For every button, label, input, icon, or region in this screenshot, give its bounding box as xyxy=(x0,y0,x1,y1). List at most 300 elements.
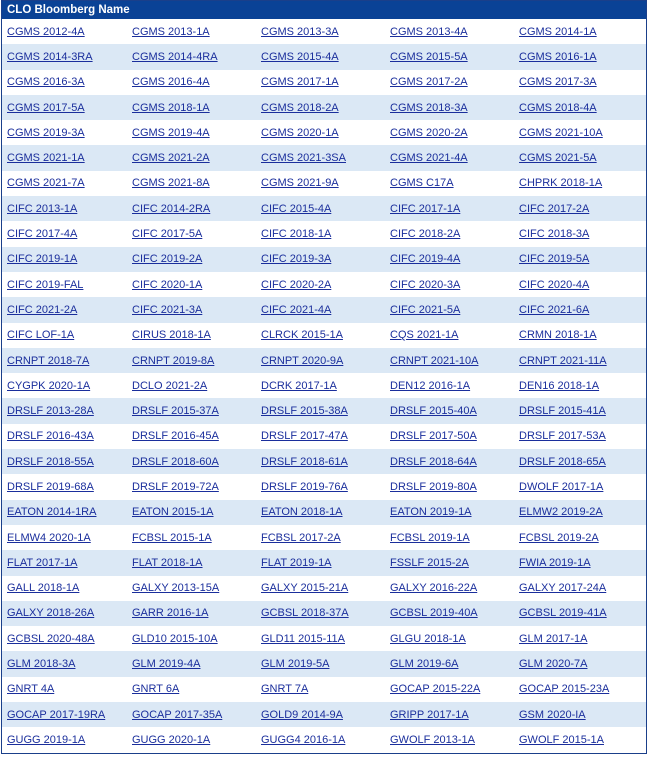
clo-name-table xyxy=(2,19,646,753)
clo-name-table-panel xyxy=(1,0,647,754)
clo-name-link[interactable]: CIFC 2017-5A xyxy=(132,228,203,241)
table-row xyxy=(2,424,646,449)
table-row xyxy=(2,297,646,322)
clo-name-link[interactable]: CGMS 2021-7A xyxy=(7,177,85,190)
table-cell xyxy=(256,171,385,196)
table-cell xyxy=(514,474,646,499)
clo-name-link[interactable]: GLM 2018-3A xyxy=(7,658,76,671)
table-cell xyxy=(256,221,385,246)
clo-name-link[interactable]: GCBSL 2018-37A xyxy=(261,607,349,620)
clo-name-link[interactable]: CIFC 2020-2A xyxy=(261,278,332,291)
clo-name-link[interactable]: CRNPT 2021-10A xyxy=(390,354,479,367)
clo-name-link[interactable]: CGMS 2018-2A xyxy=(261,101,339,114)
table-cell xyxy=(514,120,646,145)
table-row xyxy=(2,348,646,373)
table-cell xyxy=(385,373,514,398)
clo-name-link[interactable]: CGMS 2020-1A xyxy=(261,126,339,139)
table-cell xyxy=(256,297,385,322)
clo-name-link[interactable]: CRNPT 2019-8A xyxy=(132,354,215,367)
table-cell xyxy=(2,196,127,221)
clo-name-link[interactable]: CGMS 2021-10A xyxy=(519,126,603,139)
clo-name-link[interactable]: CIFC 2018-3A xyxy=(519,228,590,241)
clo-name-link[interactable]: DRSLF 2019-80A xyxy=(390,480,477,493)
table-cell xyxy=(127,525,256,550)
clo-name-link[interactable]: CRNPT 2021-11A xyxy=(519,354,607,367)
clo-name-link[interactable]: GWOLF 2015-1A xyxy=(519,733,604,746)
clo-name-link[interactable]: DEN16 2018-1A xyxy=(519,379,600,392)
table-cell xyxy=(385,145,514,170)
clo-name-link[interactable]: EATON 2014-1RA xyxy=(7,506,97,519)
table-cell xyxy=(385,398,514,423)
clo-name-link[interactable]: CIFC 2018-1A xyxy=(261,228,332,241)
clo-name-link[interactable]: DRSLF 2018-65A xyxy=(519,455,606,468)
table-cell xyxy=(2,297,127,322)
table-row xyxy=(2,247,646,272)
clo-name-link[interactable]: DRSLF 2019-68A xyxy=(7,480,94,493)
table-cell xyxy=(127,44,256,69)
table-cell xyxy=(514,398,646,423)
table-row xyxy=(2,44,646,69)
table-cell xyxy=(2,171,127,196)
table-row xyxy=(2,474,646,499)
clo-name-link[interactable]: FLAT 2018-1A xyxy=(132,556,203,569)
clo-name-link[interactable]: DWOLF 2017-1A xyxy=(519,480,604,493)
table-row xyxy=(2,120,646,145)
clo-name-link[interactable]: CIFC 2019-5A xyxy=(519,253,590,266)
clo-name-link[interactable]: CGMS 2019-3A xyxy=(7,126,85,139)
clo-name-link[interactable]: FWIA 2019-1A xyxy=(519,556,591,569)
table-row xyxy=(2,576,646,601)
table-cell xyxy=(385,348,514,373)
clo-name-link[interactable]: DRSLF 2018-55A xyxy=(7,455,94,468)
clo-name-link[interactable]: DRSLF 2015-37A xyxy=(132,405,219,418)
clo-name-link[interactable]: CIFC 2020-3A xyxy=(390,278,461,291)
clo-name-link[interactable]: CIFC 2019-4A xyxy=(390,253,461,266)
table-cell xyxy=(2,44,127,69)
table-row xyxy=(2,398,646,423)
clo-name-link[interactable]: GALXY 2018-26A xyxy=(7,607,95,620)
clo-name-link[interactable]: CIFC 2019-2A xyxy=(132,253,203,266)
clo-name-link[interactable]: CGMS 2017-2A xyxy=(390,76,468,89)
clo-name-link[interactable]: CGMS 2012-4A xyxy=(7,25,85,38)
clo-name-link[interactable]: CGMS 2019-4A xyxy=(132,126,210,139)
clo-name-link[interactable]: GALXY 2016-22A xyxy=(390,582,478,595)
table-cell xyxy=(514,44,646,69)
clo-name-link[interactable]: CIFC 2015-4A xyxy=(261,202,332,215)
clo-name-link[interactable]: GOLD9 2014-9A xyxy=(261,708,343,721)
clo-name-link[interactable]: CIFC LOF-1A xyxy=(7,329,75,342)
clo-name-link[interactable]: GALXY 2015-21A xyxy=(261,582,349,595)
clo-name-link[interactable]: GSM 2020-IA xyxy=(519,708,586,721)
clo-name-link[interactable]: FSSLF 2015-2A xyxy=(390,556,469,569)
table-cell xyxy=(385,171,514,196)
clo-name-link[interactable]: CGMS 2021-5A xyxy=(519,152,597,165)
table-cell xyxy=(256,120,385,145)
table-cell xyxy=(2,398,127,423)
table-cell xyxy=(256,576,385,601)
clo-name-link[interactable]: EATON 2019-1A xyxy=(390,506,472,519)
clo-name-link[interactable]: CYGPK 2020-1A xyxy=(7,379,91,392)
clo-name-link[interactable]: GOCAP 2015-23A xyxy=(519,683,610,696)
table-cell xyxy=(127,373,256,398)
clo-name-link[interactable]: GNRT 4A xyxy=(7,683,55,696)
table-row xyxy=(2,373,646,398)
table-cell xyxy=(385,474,514,499)
table-cell xyxy=(2,120,127,145)
table-cell xyxy=(127,247,256,272)
table-cell xyxy=(2,702,127,727)
clo-name-link[interactable]: CIFC 2017-4A xyxy=(7,228,78,241)
clo-name-link[interactable]: CQS 2021-1A xyxy=(390,329,459,342)
table-cell xyxy=(127,449,256,474)
table-cell xyxy=(514,576,646,601)
table-cell xyxy=(2,651,127,676)
clo-name-link[interactable]: DCRK 2017-1A xyxy=(261,379,337,392)
table-cell xyxy=(514,323,646,348)
table-cell xyxy=(127,500,256,525)
clo-name-link[interactable]: GCBSL 2019-40A xyxy=(390,607,478,620)
table-cell xyxy=(256,19,385,44)
table-row xyxy=(2,171,646,196)
clo-name-link[interactable]: ELMW2 2019-2A xyxy=(519,506,603,519)
clo-name-link[interactable]: DRSLF 2019-72A xyxy=(132,480,219,493)
clo-name-link[interactable]: GUGG 2020-1A xyxy=(132,733,211,746)
clo-name-link[interactable]: CGMS 2016-1A xyxy=(519,50,597,63)
table-cell xyxy=(514,196,646,221)
clo-name-link[interactable]: GALXY 2017-24A xyxy=(519,582,607,595)
table-cell xyxy=(127,474,256,499)
table-row xyxy=(2,651,646,676)
clo-name-link[interactable]: CGMS 2017-3A xyxy=(519,76,597,89)
clo-name-link[interactable]: GUGG 2019-1A xyxy=(7,733,86,746)
clo-name-link[interactable]: CIFC 2020-4A xyxy=(519,278,590,291)
clo-name-link[interactable]: GNRT 7A xyxy=(261,683,309,696)
table-cell xyxy=(256,272,385,297)
table-row xyxy=(2,323,646,348)
table-cell xyxy=(127,95,256,120)
clo-name-link[interactable]: GLM 2019-5A xyxy=(261,658,330,671)
clo-name-link[interactable]: EATON 2018-1A xyxy=(261,506,343,519)
clo-name-link[interactable]: GUGG4 2016-1A xyxy=(261,733,346,746)
clo-name-link[interactable]: CGMS 2020-2A xyxy=(390,126,468,139)
table-cell xyxy=(385,424,514,449)
clo-name-link[interactable]: CIFC 2020-1A xyxy=(132,278,203,291)
table-cell xyxy=(256,651,385,676)
clo-name-link[interactable]: CIFC 2021-5A xyxy=(390,303,461,316)
clo-name-link[interactable]: DRSLF 2017-50A xyxy=(390,430,477,443)
table-cell xyxy=(256,474,385,499)
table-row xyxy=(2,70,646,95)
clo-name-link[interactable]: ELMW4 2020-1A xyxy=(7,531,91,544)
table-cell xyxy=(2,19,127,44)
clo-name-link[interactable]: CIFC 2019-FAL xyxy=(7,278,84,291)
table-cell xyxy=(385,601,514,626)
clo-name-link[interactable]: GLD10 2015-10A xyxy=(132,632,218,645)
clo-name-link[interactable]: CGMS C17A xyxy=(390,177,454,190)
table-cell xyxy=(514,171,646,196)
clo-name-link[interactable]: DRSLF 2017-47A xyxy=(261,430,348,443)
table-cell xyxy=(2,247,127,272)
clo-name-link[interactable]: CIFC 2018-2A xyxy=(390,228,461,241)
clo-name-link[interactable]: CRMN 2018-1A xyxy=(519,329,597,342)
clo-name-link[interactable]: CGMS 2015-5A xyxy=(390,50,468,63)
clo-name-link[interactable]: CGMS 2021-3SA xyxy=(261,152,346,165)
clo-name-link[interactable]: DRSLF 2019-76A xyxy=(261,480,348,493)
clo-name-link[interactable]: CGMS 2016-3A xyxy=(7,76,85,89)
table-row xyxy=(2,272,646,297)
table-cell xyxy=(385,626,514,651)
clo-name-link[interactable]: CIFC 2021-3A xyxy=(132,303,203,316)
table-cell xyxy=(256,323,385,348)
table-cell xyxy=(256,550,385,575)
clo-name-link[interactable]: DRSLF 2017-53A xyxy=(519,430,606,443)
table-cell xyxy=(514,145,646,170)
clo-name-link[interactable]: DRSLF 2016-45A xyxy=(132,430,219,443)
clo-name-link[interactable]: GLM 2020-7A xyxy=(519,658,588,671)
table-cell xyxy=(514,651,646,676)
clo-name-link[interactable]: FCBSL 2019-1A xyxy=(390,531,470,544)
clo-name-link[interactable]: CGMS 2017-5A xyxy=(7,101,85,114)
table-cell xyxy=(2,525,127,550)
table-cell xyxy=(385,70,514,95)
table-cell xyxy=(514,424,646,449)
clo-name-link[interactable]: CIFC 2014-2RA xyxy=(132,202,211,215)
table-cell xyxy=(514,449,646,474)
clo-name-link[interactable]: CGMS 2015-4A xyxy=(261,50,339,63)
clo-name-link[interactable]: DEN12 2016-1A xyxy=(390,379,471,392)
clo-name-link[interactable]: GLM 2019-6A xyxy=(390,658,459,671)
clo-name-link[interactable]: GLM 2017-1A xyxy=(519,632,588,645)
clo-name-link[interactable]: CGMS 2016-4A xyxy=(132,76,210,89)
table-cell xyxy=(514,626,646,651)
table-cell xyxy=(2,348,127,373)
table-cell xyxy=(256,727,385,752)
clo-name-link[interactable]: CHPRK 2018-1A xyxy=(519,177,603,190)
clo-name-link[interactable]: CGMS 2014-3RA xyxy=(7,50,93,63)
table-cell xyxy=(2,626,127,651)
clo-name-link[interactable]: DRSLF 2015-41A xyxy=(519,405,606,418)
clo-name-link[interactable]: GALL 2018-1A xyxy=(7,582,80,595)
clo-name-link[interactable]: CIFC 2021-2A xyxy=(7,303,78,316)
clo-name-link[interactable]: CGMS 2013-3A xyxy=(261,25,339,38)
table-cell xyxy=(514,727,646,752)
clo-name-link[interactable]: CGMS 2021-1A xyxy=(7,152,85,165)
table-cell xyxy=(385,727,514,752)
clo-name-link[interactable]: CGMS 2018-1A xyxy=(132,101,210,114)
table-row xyxy=(2,677,646,702)
table-cell xyxy=(514,373,646,398)
table-cell xyxy=(385,525,514,550)
clo-name-link[interactable]: GOCAP 2015-22A xyxy=(390,683,481,696)
clo-name-link[interactable]: DRSLF 2018-64A xyxy=(390,455,477,468)
table-cell xyxy=(127,702,256,727)
table-cell xyxy=(514,525,646,550)
clo-name-link[interactable]: GNRT 6A xyxy=(132,683,180,696)
table-cell xyxy=(127,297,256,322)
clo-name-link[interactable]: FCBSL 2017-2A xyxy=(261,531,341,544)
table-cell xyxy=(385,702,514,727)
table-cell xyxy=(514,247,646,272)
clo-name-link[interactable]: GRIPP 2017-1A xyxy=(390,708,469,721)
clo-name-link[interactable]: GLD11 2015-11A xyxy=(261,632,345,645)
clo-name-link[interactable]: GLGU 2018-1A xyxy=(390,632,466,645)
clo-name-link[interactable]: CIFC 2019-1A xyxy=(7,253,78,266)
table-cell xyxy=(2,474,127,499)
clo-name-link[interactable]: CGMS 2018-3A xyxy=(390,101,468,114)
table-cell xyxy=(2,576,127,601)
table-cell xyxy=(256,500,385,525)
table-cell xyxy=(514,221,646,246)
clo-name-link[interactable]: CGMS 2021-8A xyxy=(132,177,210,190)
table-row xyxy=(2,550,646,575)
table-cell xyxy=(127,70,256,95)
clo-name-link[interactable]: CRNPT 2018-7A xyxy=(7,354,90,367)
table-cell xyxy=(514,70,646,95)
clo-name-link[interactable]: CGMS 2018-4A xyxy=(519,101,597,114)
table-cell xyxy=(127,626,256,651)
table-cell xyxy=(514,550,646,575)
table-row xyxy=(2,196,646,221)
table-cell xyxy=(514,297,646,322)
clo-name-link[interactable]: CGMS 2021-4A xyxy=(390,152,468,165)
table-cell xyxy=(2,500,127,525)
table-cell xyxy=(385,19,514,44)
table-cell xyxy=(2,373,127,398)
table-cell xyxy=(2,323,127,348)
table-cell xyxy=(385,221,514,246)
table-cell xyxy=(2,145,127,170)
table-row xyxy=(2,449,646,474)
clo-name-link[interactable]: CIFC 2017-1A xyxy=(390,202,461,215)
clo-name-link[interactable]: CGMS 2014-1A xyxy=(519,25,597,38)
table-cell xyxy=(514,677,646,702)
clo-name-link[interactable]: CIFC 2021-6A xyxy=(519,303,590,316)
table-cell xyxy=(514,19,646,44)
clo-name-link[interactable]: CIFC 2021-4A xyxy=(261,303,332,316)
clo-name-link[interactable]: CGMS 2014-4RA xyxy=(132,50,218,63)
table-cell xyxy=(127,651,256,676)
table-cell xyxy=(2,424,127,449)
table-cell xyxy=(127,601,256,626)
table-cell xyxy=(385,449,514,474)
clo-name-link[interactable]: CGMS 2013-4A xyxy=(390,25,468,38)
clo-name-link[interactable]: FLAT 2019-1A xyxy=(261,556,332,569)
clo-name-link[interactable]: CGMS 2017-1A xyxy=(261,76,339,89)
table-cell xyxy=(2,70,127,95)
clo-name-link[interactable]: GCBSL 2019-41A xyxy=(519,607,607,620)
table-cell xyxy=(256,70,385,95)
table-cell xyxy=(385,651,514,676)
table-cell xyxy=(385,500,514,525)
table-row xyxy=(2,19,646,44)
table-cell xyxy=(514,500,646,525)
table-cell xyxy=(127,171,256,196)
table-cell xyxy=(127,196,256,221)
table-cell xyxy=(514,601,646,626)
clo-name-link[interactable]: CGMS 2021-9A xyxy=(261,177,339,190)
table-cell xyxy=(127,576,256,601)
table-cell xyxy=(127,424,256,449)
clo-name-link[interactable]: DRSLF 2013-28A xyxy=(7,405,94,418)
clo-name-link[interactable]: GARR 2016-1A xyxy=(132,607,209,620)
clo-name-link[interactable]: GCBSL 2020-48A xyxy=(7,632,95,645)
table-cell xyxy=(127,145,256,170)
table-cell xyxy=(2,601,127,626)
table-cell xyxy=(385,677,514,702)
table-cell xyxy=(385,323,514,348)
clo-name-link[interactable]: FCBSL 2019-2A xyxy=(519,531,599,544)
table-cell xyxy=(385,44,514,69)
table-cell xyxy=(2,677,127,702)
clo-name-link[interactable]: DCLO 2021-2A xyxy=(132,379,208,392)
table-cell xyxy=(2,727,127,752)
clo-name-link[interactable]: GOCAP 2017-19RA xyxy=(7,708,106,721)
clo-name-link[interactable]: DRSLF 2018-60A xyxy=(132,455,219,468)
table-cell xyxy=(256,398,385,423)
table-row xyxy=(2,601,646,626)
clo-name-link[interactable]: GALXY 2013-15A xyxy=(132,582,220,595)
table-cell xyxy=(127,727,256,752)
clo-name-link[interactable]: FCBSL 2015-1A xyxy=(132,531,212,544)
table-cell xyxy=(385,550,514,575)
table-row xyxy=(2,626,646,651)
table-cell xyxy=(514,272,646,297)
table-row xyxy=(2,95,646,120)
clo-name-link[interactable]: FLAT 2017-1A xyxy=(7,556,78,569)
table-cell xyxy=(256,247,385,272)
clo-name-link[interactable]: CIRUS 2018-1A xyxy=(132,329,211,342)
table-cell xyxy=(256,702,385,727)
table-cell xyxy=(256,424,385,449)
table-cell xyxy=(385,272,514,297)
clo-name-link[interactable]: CIFC 2019-3A xyxy=(261,253,332,266)
clo-name-link[interactable]: DRSLF 2015-38A xyxy=(261,405,348,418)
clo-name-link[interactable]: DRSLF 2018-61A xyxy=(261,455,348,468)
table-cell xyxy=(2,550,127,575)
clo-name-link[interactable]: CRNPT 2020-9A xyxy=(261,354,344,367)
table-cell xyxy=(127,348,256,373)
table-cell xyxy=(385,120,514,145)
table-cell xyxy=(514,95,646,120)
table-cell xyxy=(2,95,127,120)
table-cell xyxy=(2,272,127,297)
table-cell xyxy=(127,677,256,702)
table-cell xyxy=(256,196,385,221)
table-cell xyxy=(127,323,256,348)
clo-name-link[interactable]: GWOLF 2013-1A xyxy=(390,733,475,746)
table-cell xyxy=(127,398,256,423)
clo-name-link[interactable]: CGMS 2013-1A xyxy=(132,25,210,38)
clo-name-link[interactable]: CIFC 2017-2A xyxy=(519,202,590,215)
clo-name-link[interactable]: GOCAP 2017-35A xyxy=(132,708,223,721)
table-cell xyxy=(127,272,256,297)
table-cell xyxy=(256,44,385,69)
table-cell xyxy=(127,550,256,575)
clo-name-link[interactable]: GLM 2019-4A xyxy=(132,658,201,671)
clo-name-link[interactable]: DRSLF 2016-43A xyxy=(7,430,94,443)
clo-name-link[interactable]: CIFC 2013-1A xyxy=(7,202,78,215)
table-cell xyxy=(127,221,256,246)
clo-name-link[interactable]: CGMS 2021-2A xyxy=(132,152,210,165)
clo-name-link[interactable]: DRSLF 2015-40A xyxy=(390,405,477,418)
clo-name-link[interactable]: EATON 2015-1A xyxy=(132,506,214,519)
table-cell xyxy=(256,449,385,474)
table-cell xyxy=(256,525,385,550)
clo-name-link[interactable]: CLRCK 2015-1A xyxy=(261,329,343,342)
table-cell xyxy=(2,449,127,474)
table-cell xyxy=(256,348,385,373)
table-cell xyxy=(514,702,646,727)
